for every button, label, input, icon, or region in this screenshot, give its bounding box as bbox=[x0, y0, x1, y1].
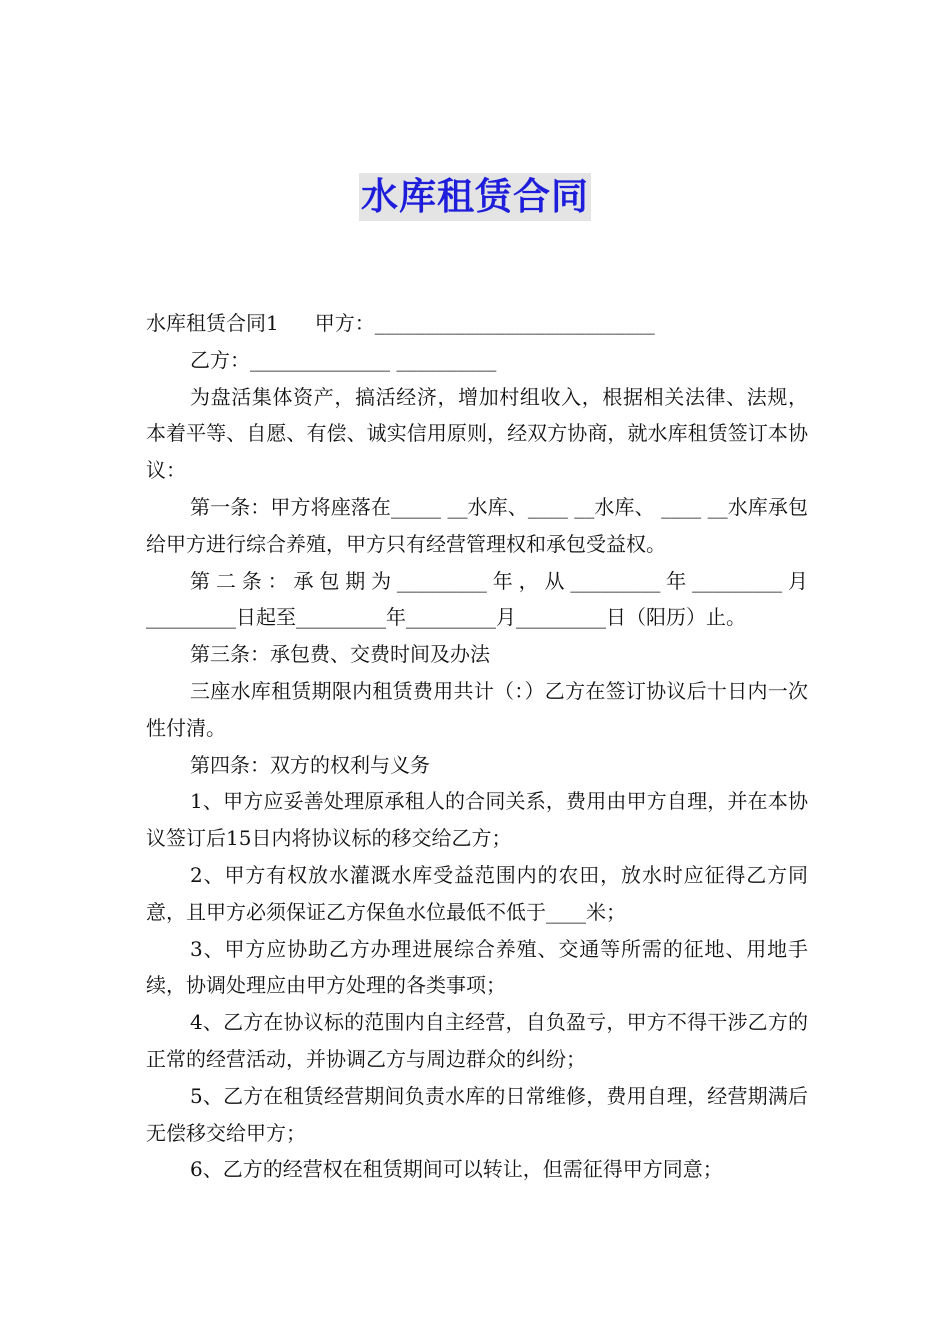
document-title: 水库租赁合同 bbox=[359, 173, 591, 221]
paragraph-clause-4: 4、乙方在协议标的范围内自主经营，自负盈亏，甲方不得干涉乙方的正常的经营活动，并协调乙方与周边群众的纠纷； bbox=[146, 1010, 808, 1071]
contract-heading: 水库租赁合同1 bbox=[146, 311, 279, 335]
paragraph-clause-3: 3、甲方应协助乙方办理进展综合养殖、交通等所需的征地、用地手续，协调处理应由甲方处理的各类事项； bbox=[146, 936, 808, 998]
paragraph-article-2: 第二条：承包期为_________年，从_________年_________月_________日起至_________年_________月_________日（阳历）止。 bbox=[146, 568, 808, 630]
paragraph-article-1: 第一条：甲方将座落在_____ __水库、____ __水库、 ____ __水库承包给甲方进行综合养殖，甲方只有经营管理权和承包受益权。 bbox=[146, 494, 808, 556]
title-container bbox=[0, 173, 950, 221]
paragraph-clause-5: 5、乙方在租赁经营期间负责水库的日常维修，费用自理，经营期满后无偿移交给甲方； bbox=[146, 1083, 808, 1145]
paragraph-article-4-heading: 第四条：双方的权利与义务 bbox=[190, 752, 430, 777]
paragraph-article-3-body: 三座水库租赁期限内租赁费用共计（：）乙方在签订协议后十日内一次性付清。 bbox=[146, 678, 808, 740]
paragraph-preamble: 为盘活集体资产，搞活经济，增加村组收入，根据相关法律、法规，本着平等、自愿、有偿、诚实信用原则，经双方协商，就水库租赁签订本协议： bbox=[146, 384, 808, 483]
paragraph-clause-2: 2、甲方有权放水灌溉水库受益范围内的农田，放水时应征得乙方同意，且甲方必须保证乙方保鱼水位最低不低于____米； bbox=[146, 862, 808, 924]
document-body bbox=[146, 305, 808, 1188]
paragraph-party-b: 乙方：______________ __________ bbox=[190, 347, 497, 372]
paragraph-article-3-heading: 第三条：承包费、交费时间及办法 bbox=[190, 642, 490, 667]
party-a-line: 甲方：____________________________ bbox=[314, 311, 655, 335]
paragraph-party-a bbox=[146, 305, 808, 342]
paragraph-clause-6: 6、乙方的经营权在租赁期间可以转让，但需征得甲方同意； bbox=[190, 1157, 723, 1182]
paragraph-clause-1: 1、甲方应妥善处理原承租人的合同关系，费用由甲方自理，并在本协议签订后15日内将协议标的移交给乙方； bbox=[146, 789, 808, 851]
